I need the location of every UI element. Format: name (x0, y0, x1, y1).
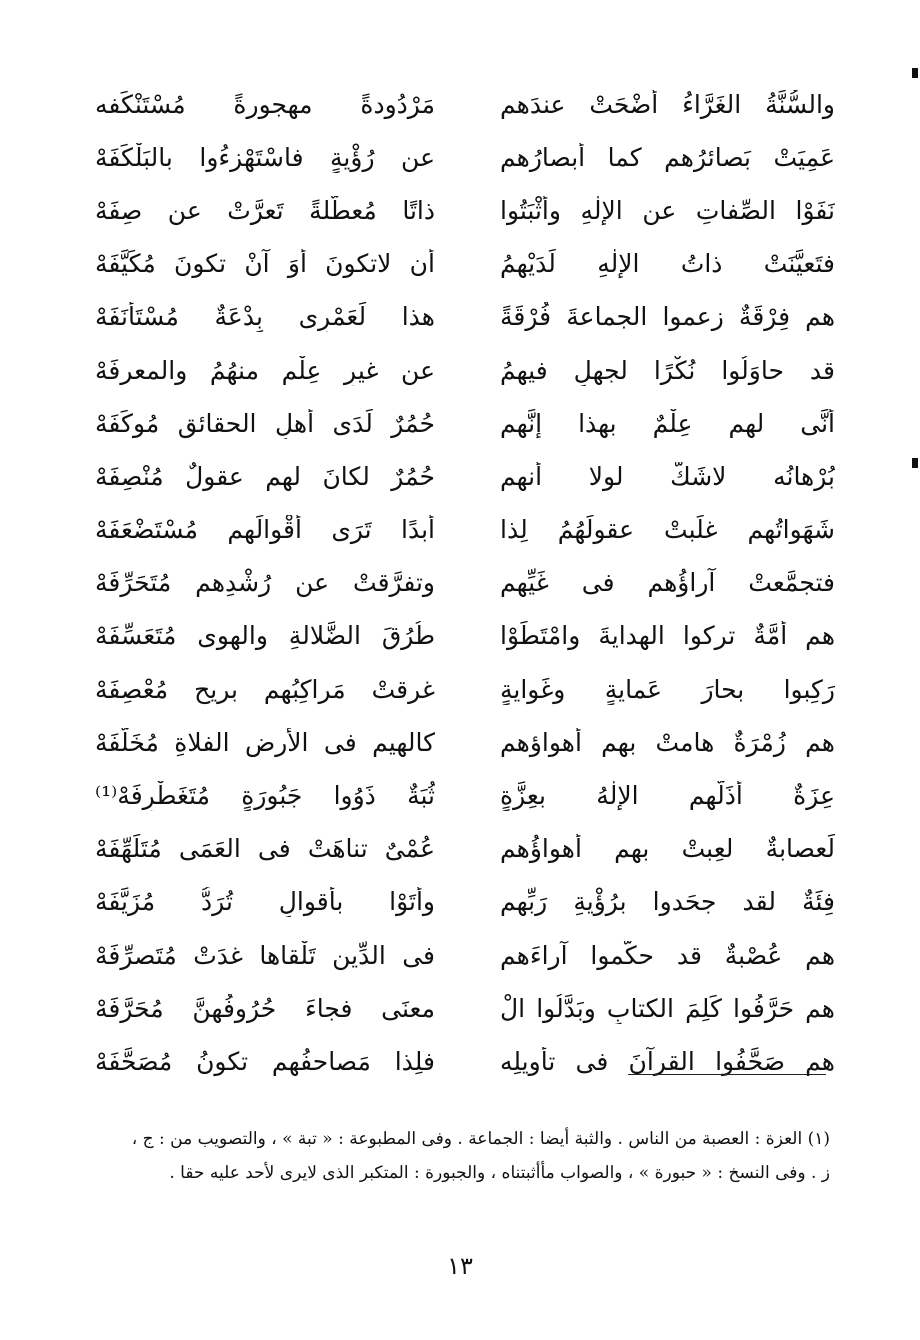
hemistich-first: أنَّى لهم عِلْمٌ بهذا إنَّهم (500, 408, 835, 438)
verse (95, 291, 835, 344)
hemistich-second: فلِذا مَصاحفُهم تكونُ مُصَحَّفَهْ (95, 1046, 435, 1076)
verse (95, 131, 835, 184)
hemistich-first: هم عُصْبةٌ قد حكَّموا آراءَهم (500, 940, 835, 970)
poem-body (95, 78, 835, 1089)
hemistich-first: فِئَةٌ لقد جحَدوا برُؤْيةِ رَبِّهم (500, 887, 835, 917)
hemistich-first: عَمِيَتْ بَصائرُهم كما أبصارُهم (500, 142, 835, 172)
hemistich-second: أبدًا تَرَى أقْوالَهم مُسْتَضْعَفَهْ (95, 515, 435, 545)
verse (95, 78, 835, 131)
verse (95, 557, 835, 610)
footnote-divider (628, 1074, 826, 1075)
hemistich-first: عِزَةٌ أذَلَّهم الإلٰهُ بعِزَّةٍ (500, 781, 835, 811)
hemistich-first: هم أُمَّةٌ تركوا الهِدايةَ وامْتَطَوْا (500, 621, 835, 651)
verse (95, 397, 835, 450)
verse (95, 769, 835, 822)
hemistich-first: فتجمَّعتْ آراؤُهم فى غَيِّهم (500, 568, 835, 598)
hemistich-first: هم زُمْرَةٌ هامتْ بهم أهواؤهم (500, 727, 835, 757)
verse (95, 929, 835, 982)
hemistich-second: معنَى فجاءَ حُرُوفُهنَّ مُحَرَّفَهْ (95, 993, 435, 1023)
verse (95, 504, 835, 557)
binding-mark (912, 458, 918, 468)
verse (95, 823, 835, 876)
hemistich-second: وأتَوْا بأقوالٍ تُرَدُّ مُزَيَّفَهْ (95, 887, 435, 917)
hemistich-second: ثُبَةٌ ذَوُوا جَبُورَةٍ مُتَغَطْرِفَهْ⁽¹⁾ (95, 781, 435, 811)
footnotes (120, 1122, 830, 1190)
hemistich-first: بُرْهانُه لاشَكَّ لولا أنهم (500, 461, 835, 491)
verse (95, 610, 835, 663)
hemistich-first: رَكِبوا بحارَ عَمايةٍ وغَوايةٍ (500, 674, 835, 704)
hemistich-second: عُمْىٌ تناهَتْ فى العَمَى مُتَلَهِّفَهْ (95, 834, 435, 864)
hemistich-first: هم فِرْقَةٌ زعموا الجماعةَ فُرْقَةً (500, 302, 835, 332)
hemistich-second: عن غيرِ عِلْمٍ منهُمُ والمعرفَهْ (95, 355, 435, 385)
hemistich-first: قد حاوَلُوا نُكْرًا لجهلٍ فيهمُ (500, 355, 835, 385)
verse (95, 344, 835, 397)
hemistich-second: ذاتًا مُعطَّلةً تَعرَّتْ عن صِفَهْ (95, 195, 435, 225)
hemistich-second: هذا لَعَمْرِى بِدْعَةٌ مُسْتَأْنَفَهْ (95, 302, 435, 332)
verse (95, 184, 835, 237)
verse (95, 238, 835, 291)
hemistich-second: مَرْدُودةً مهجورةً مُسْتَنْكَفه (95, 89, 435, 119)
hemistich-second: عن رُؤْيةٍ فاسْتَهْزءُوا بالبَلْكَفَهْ (95, 142, 435, 172)
hemistich-second: حُمُرٌ لكانَ لهم عقولٌ مُنْصِفَهْ (95, 461, 435, 491)
verse (95, 876, 835, 929)
footnote-line: ز . وفى النسخ : « حبورة » ، والصواب مأأثبتناه ، والجبورة : المتكبر الذى لايرى لأحد عليه حقا . (169, 1163, 830, 1183)
verse (95, 982, 835, 1035)
page-number: ١٣ (447, 1252, 473, 1280)
hemistich-second: فى الدِّينِ تَلْقاها غدَتْ مُتَصرِّفَهْ (95, 940, 435, 970)
hemistich-second: كالهيمِ فى الأرضِ الفلاةِ مُخَلَّفَهْ (95, 727, 435, 757)
verse (95, 716, 835, 769)
hemistich-second: حُمُرٌ لَدَى أهلِ الحقائقِ مُوكَفَهْ (95, 408, 435, 438)
hemistich-first: هم صَحَّفُوا القرآنَ فى تأويلِه (500, 1046, 835, 1076)
hemistich-first: نَفَوْا الصِّفاتِ عن الإلٰهِ وأثْبَتُوا (500, 195, 835, 225)
footnote-line: (١) العزة : العصبة من الناس . والثبة أيضا : الجماعة . وفى المطبوعة : « تبة » ، والتصويب من : ج ، (131, 1129, 830, 1149)
hemistich-second: وتفرَّقتْ عن رُشْدِهم مُتَحَرِّفَهْ (95, 568, 435, 598)
hemistich-second: أن لاتكونَ أوَ آنْ تكونَ مُكَيَّفَهْ (95, 249, 435, 279)
verse (95, 450, 835, 503)
verse (95, 663, 835, 716)
hemistich-first: والسُّنَّةُ الغَرَّاءُ أضْحَتْ عندَهم (500, 89, 835, 119)
hemistich-first: هم حَرَّفُوا كَلِمَ الكتابِ وبَدَّلُوا الْ (500, 993, 835, 1023)
hemistich-first: لَعصابةٌ لعِبتْ بهم أهواؤُهم (500, 834, 835, 864)
hemistich-second: طُرُقَ الضَّلالةِ والهوى مُتَعَسِّفَهْ (95, 621, 435, 651)
hemistich-first: شَهَواتُهم غلَبتْ عقولَهُمُ لِذا (500, 515, 835, 545)
hemistich-second: غرقتْ مَراكِبُهم بريحٍ مُعْصِفَهْ (95, 674, 435, 704)
verse (95, 1035, 835, 1088)
hemistich-first: فتَعيَّنَتْ ذاتُ الإلٰهِ لَدَيْهِمُ (500, 249, 835, 279)
binding-mark (912, 68, 918, 78)
